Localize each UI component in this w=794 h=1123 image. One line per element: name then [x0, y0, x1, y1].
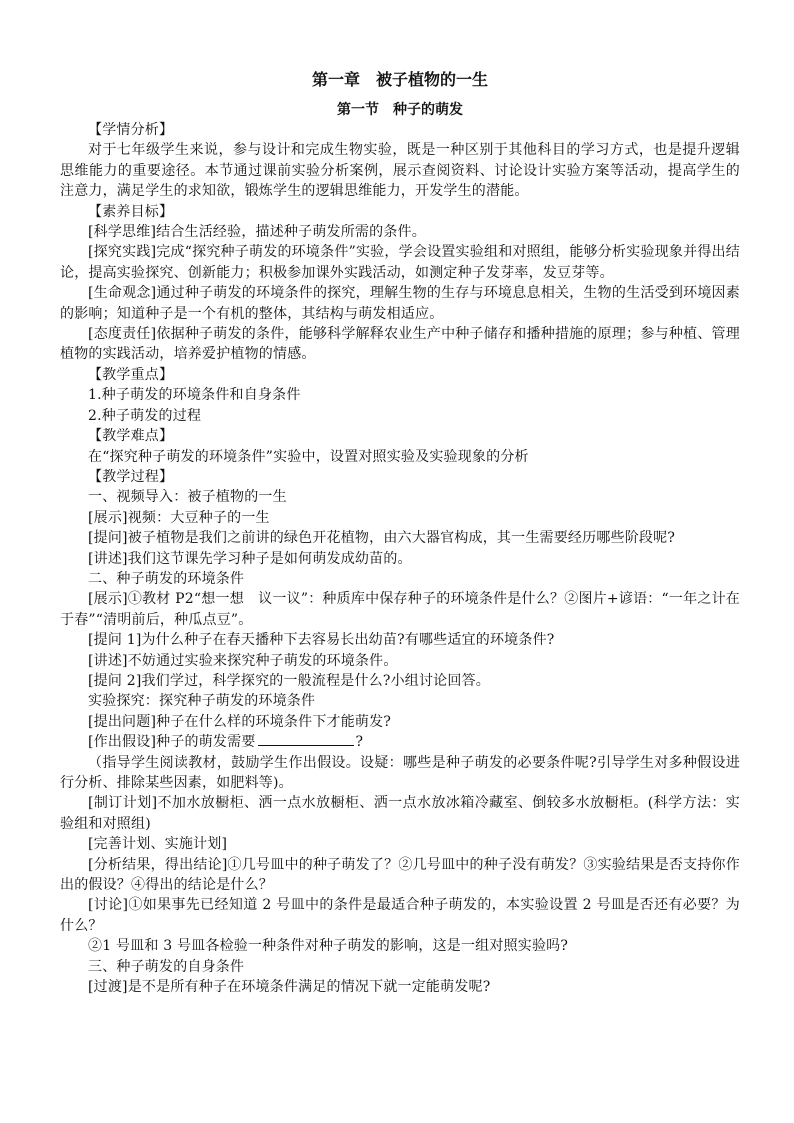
question-2: [提问 2]我们学过，科学探究的一般流程是什么?小组讨论回答。	[88, 672, 490, 689]
analyze-results: [分析结果，得出结论]①几号皿中的种子萌发了？②几号皿中的种子没有萌发？③实验结果是否支持你作出的假设？④得出的结论是什么？	[60, 856, 740, 894]
hypothesis-end: ?	[355, 734, 364, 751]
step-3-heading: 三、种子萌发的自身条件	[88, 958, 245, 975]
hypothesis-text: [作出假设]种子的萌发需要	[88, 734, 256, 751]
goal-attitude: [态度责任]依据种子萌发的条件，能够科学解释农业生产中种子储存和播种措施的原理；参与种植、管理植物的实践活动，培养爱护植物的情感。	[60, 326, 740, 363]
show-textbook: [展示]①教材 P2“想一想 议一议”：种质库中保存种子的环境条件是什么？②图片+谚语：“一年之计在于春”“清明前后，种瓜点豆”。	[60, 591, 740, 628]
section-title: 第一节 种子的萌发	[337, 102, 463, 118]
goal-life-concept: [生命观念]通过种子萌发的环境条件的探究，理解生物的生存与环境息息相关，生物的生活受到环境因素的影响；知道种子是一个有机的整体，其结构与萌发相适应。	[60, 285, 740, 322]
raise-question: [提出问题]种子在什么样的环境条件下才能萌发?	[88, 713, 392, 730]
heading-goals: 【素养目标】	[88, 203, 174, 220]
document-page	[60, 68, 740, 997]
discussion-1: [讨论]①如果事先已经知道 2 号皿中的条件是最适合种子萌发的，本实验设置 2 号皿是否还有必要？为什么？	[60, 897, 740, 934]
heading-process: 【教学过程】	[88, 468, 174, 485]
blank-line	[258, 733, 354, 746]
step-2-heading: 二、种子萌发的环境条件	[88, 570, 245, 587]
heading-difficulties: 【教学难点】	[88, 428, 174, 445]
plan-implement: [完善计划、实施计划]	[88, 836, 228, 853]
key-point-1: 1.种子萌发的环境条件和自身条件	[88, 387, 301, 404]
hypothesis-line	[60, 732, 740, 752]
paragraph-learner-analysis: 对于七年级学生来说，参与设计和完成生物实验，既是一种区别于其他科目的学习方式，也是提升逻辑思维能力的重要途径。本节通过课前实验分析案例，展示查阅资料、讨论设计实验方案等活动，提高学生的注意力，满足学生的求知欲，锻炼学生的逻辑思维能力，开发学生的潜能。	[60, 142, 740, 200]
goal-science-thinking: [科学思维]结合生活经验，描述种子萌发所需的条件。	[88, 224, 426, 241]
show-video: [展示]视频：大豆种子的一生	[88, 509, 270, 526]
transition: [过渡]是不是所有种子在环境条件满足的情况下就一定能萌发呢?	[88, 979, 491, 996]
plan-making: [制订计划]不加水放橱柜、洒一点水放橱柜、洒一点水放冰箱冷藏室、倒较多水放橱柜。(科学方法：实验组和对照组)	[60, 795, 740, 832]
heading-learner-analysis: 【学情分析】	[88, 122, 174, 138]
question-stages: [提问]被子植物是我们之前讲的绿色开花植物，由六大器官构成，其一生需要经历哪些阶段呢?	[88, 530, 676, 547]
discussion-2: ②1 号皿和 3 号皿各检验一种条件对种子萌发的影响，这是一组对照实验吗?	[88, 938, 569, 955]
step-1-heading: 一、视频导入：被子植物的一生	[88, 489, 287, 506]
narration-1: [讲述]我们这节课先学习种子是如何萌发成幼苗的。	[88, 550, 412, 567]
chapter-title: 第一章 被子植物的一生	[311, 70, 488, 89]
difficulty-text: 在“探究种子萌发的环境条件”实验中，设置对照实验及实验现象的分析	[88, 448, 529, 465]
guide-note: （指导学生阅读教材，鼓励学生作出假设。设疑：哪些是种子萌发的必要条件呢?引导学生对多种假设进行分析、排除某些因素，如肥料等)。	[60, 754, 740, 791]
question-1: [提问 1]为什么种子在春天播种下去容易长出幼苗?有哪些适宜的环境条件?	[88, 632, 555, 649]
key-point-2: 2.种子萌发的过程	[88, 407, 202, 424]
heading-key-points: 【教学重点】	[88, 366, 174, 383]
experiment-title: 实验探究：探究种子萌发的环境条件	[88, 693, 316, 710]
narration-2: [讲述]不妨通过实验来探究种子萌发的环境条件。	[88, 652, 398, 669]
goal-inquiry-practice: [探究实践]完成“探究种子萌发的环境条件”实验，学会设置实验组和对照组，能够分析实验现象并得出结论，提高实验探究、创新能力；积极参加课外实践活动，如测定种子发芽率，发豆芽等。	[60, 244, 740, 281]
